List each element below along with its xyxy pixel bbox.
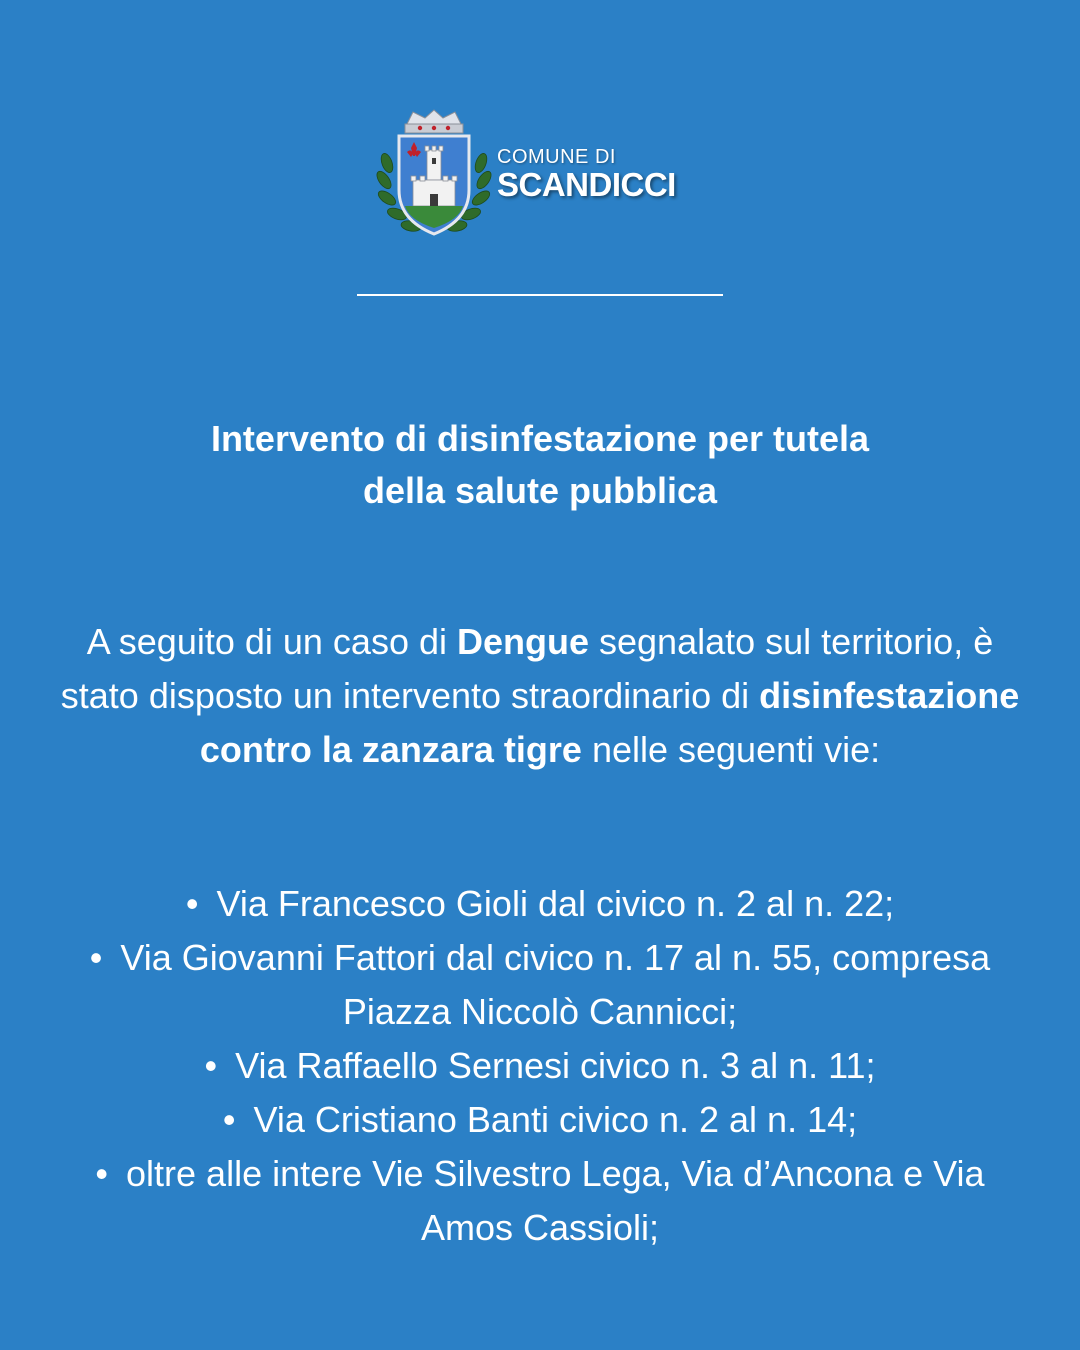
intro-text-1: A seguito di un caso di (86, 621, 457, 662)
street-text: Via Francesco Gioli dal civico n. 2 al n. 22; (216, 883, 895, 924)
comune-logo (375, 108, 695, 243)
logo-text (497, 146, 697, 202)
list-item (80, 877, 1000, 931)
intro-bold-disinfestazione: disinfestazione contro la zanzara tigre (199, 675, 1020, 770)
street-text: Via Giovanni Fattori dal civico n. 17 al n. 55, compresa Piazza Niccolò Cannicci; (120, 937, 991, 1032)
page-title (60, 413, 1020, 517)
street-text: oltre alle intere Vie Silvestro Lega, Via d’Ancona e Via Amos Cassioli; (126, 1153, 985, 1248)
divider-line (357, 294, 723, 296)
logo-line-comune: COMUNE DI (497, 146, 616, 168)
street-text: Via Raffaello Sernesi civico n. 3 al n. 11; (235, 1045, 876, 1086)
title-line-2: della salute pubblica (362, 470, 718, 511)
bullet: • (185, 883, 199, 924)
coat-of-arms-icon (375, 108, 493, 243)
list-item (80, 1147, 1000, 1255)
bullet: • (89, 937, 103, 978)
list-item (80, 1039, 1000, 1093)
title-line-1: Intervento di disinfestazione per tutela (210, 418, 870, 459)
intro-bold-dengue: Dengue (457, 621, 590, 662)
street-text: Via Cristiano Banti civico n. 2 al n. 14; (253, 1099, 858, 1140)
bullet: • (222, 1099, 236, 1140)
bullet: • (204, 1045, 218, 1086)
bullet: • (95, 1153, 109, 1194)
street-list (80, 877, 1000, 1255)
list-item (80, 931, 1000, 1039)
intro-paragraph (60, 615, 1020, 777)
list-item (80, 1093, 1000, 1147)
intro-text-2: segnalato sul territorio, è stato disposto un intervento straordinario di (60, 621, 994, 716)
logo-line-scandicci: SCANDICCI (497, 166, 676, 203)
intro-text-3: nelle seguenti vie: (581, 729, 881, 770)
